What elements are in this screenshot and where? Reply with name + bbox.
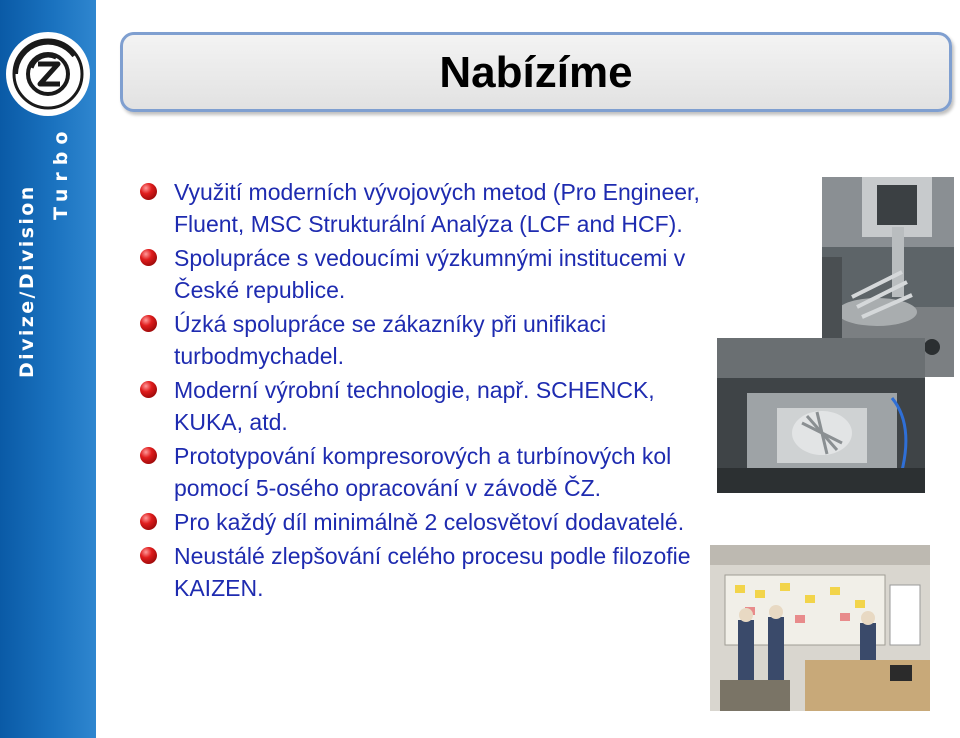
- list-item: [140, 440, 710, 504]
- bullet-icon: [140, 447, 157, 464]
- bullet-icon: [140, 249, 157, 266]
- title-box: [120, 32, 952, 112]
- compressor-wheel-fixture-photo: [717, 338, 925, 493]
- list-item-text: Spolupráce s vedoucími výzkumnými institucemi v České republice.: [174, 245, 686, 303]
- list-item: [140, 540, 710, 604]
- team-workshop-photo: [710, 545, 930, 711]
- company-logo-icon: [2, 28, 94, 120]
- list-item-text: Využití moderních vývojových metod (Pro Engineer, Fluent, MSC Strukturální Analýza (LCF and HCF).: [174, 179, 700, 237]
- division-vertical-text: Divize/Division: [16, 184, 38, 378]
- list-item: [140, 176, 710, 240]
- list-item-text: Neustálé zlepšování celého procesu podle filozofie KAIZEN.: [174, 543, 691, 601]
- bullet-icon: [140, 381, 157, 398]
- list-item-text: Prototypování kompresorových a turbínových kol pomocí 5-osého opracování v závodě ČZ.: [174, 443, 672, 501]
- list-item: [140, 308, 710, 372]
- list-item: [140, 242, 710, 306]
- bullet-icon: [140, 183, 157, 200]
- bullet-icon: [140, 547, 157, 564]
- bullet-icon: [140, 315, 157, 332]
- bullet-list: [140, 176, 710, 606]
- list-item-text: Moderní výrobní technologie, např. SCHENCK, KUKA, atd.: [174, 377, 655, 435]
- turbo-vertical-text: Turbo: [50, 124, 72, 220]
- page-title: Nabízíme: [439, 48, 633, 97]
- bullet-icon: [140, 513, 157, 530]
- sidebar: [0, 0, 96, 738]
- list-item-text: Úzká spolupráce se zákazníky při unifikaci turbodmychadel.: [174, 311, 607, 369]
- list-item: [140, 506, 710, 538]
- list-item-text: Pro každý díl minimálně 2 celosvětoví dodavatelé.: [174, 509, 685, 535]
- list-item: [140, 374, 710, 438]
